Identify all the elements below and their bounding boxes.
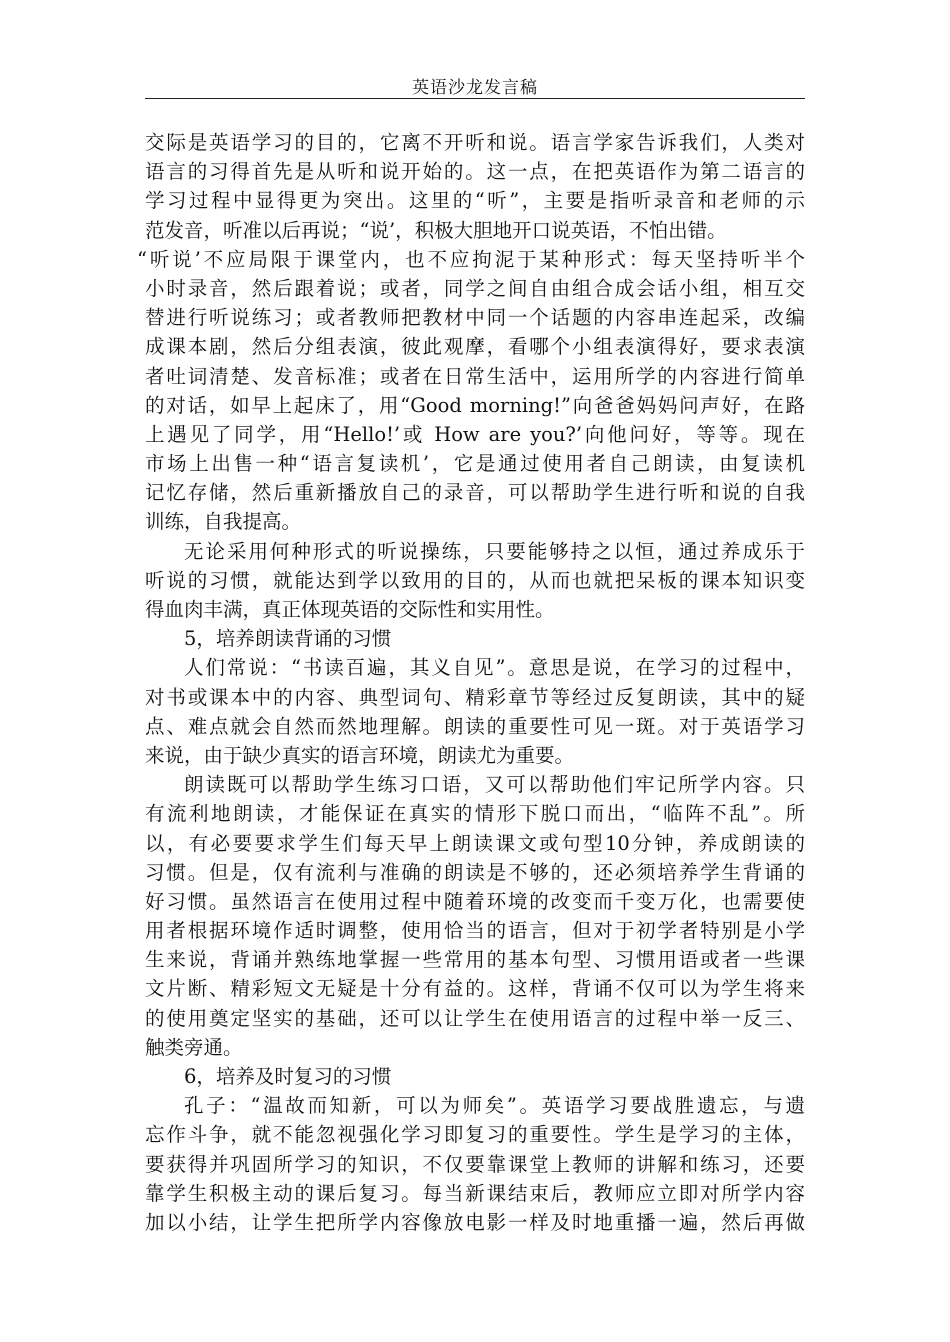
text-line: 文片断、精彩短文无疑是十分有益的。这样，背诵不仅可以为学生将来 (145, 977, 805, 1001)
text-line: 无论采用何种形式的听说操练，只要能够持之以恒，通过养成乐于 (184, 539, 805, 563)
text-line: 人们常说：“书读百遍，其义自见”。意思是说，在学习的过程中， (184, 656, 805, 680)
text-line: 得血肉丰满，真正体现英语的交际性和实用性。 (145, 598, 555, 621)
text-line: 成课本剧，然后分组表演，彼此观摩，看哪个小组表演得好，要求表演 (145, 335, 805, 359)
text-line: 上遇见了同学，用“Hello!’或 How are you?’向他问好，等等。现在 (145, 422, 805, 446)
text-line: 触类旁通。 (145, 1035, 243, 1059)
text-line: 生来说，背诵并熟练地掌握一些常用的基本句型、习惯用语或者一些课 (145, 948, 805, 972)
document-body (137, 128, 805, 1237)
text-line: 孔子：“温故而知新，可以为师矣”。英语学习要战胜遗忘，与遗 (184, 1094, 805, 1118)
header-rule (145, 98, 805, 99)
text-line: 的对话，如早上起床了，用“Good morning!”向爸爸妈妈问声好，在路 (145, 393, 805, 417)
text-line: 训练，自我提高。 (145, 510, 302, 534)
text-line: 忘作斗争，就不能忽视强化学习即复习的重要性。学生是学习的主体， (145, 1123, 805, 1147)
text-line: 语言的习得首先是从听和说开始的。这一点，在把英语作为第二语言的 (145, 160, 805, 184)
text-line: 交际是英语学习的目的，它离不开听和说。语言学家告诉我们，人类对 (145, 131, 805, 154)
text-line: 者吐词清楚、发音标准；或者在日常生活中，运用所学的内容进行简单 (145, 364, 805, 388)
text-line: 以，有必要要求学生们每天早上朗读课文或句型10分钟，养成朗读的 (145, 831, 805, 855)
text-line: 加以小结，让学生把所学内容像放电影一样及时地重播一遍，然后再做 (145, 1210, 805, 1234)
text-line: 有流利地朗读，才能保证在真实的情形下脱口而出，“临阵不乱”。所 (145, 802, 805, 826)
text-line: 的使用奠定坚实的基础，还可以让学生在使用语言的过程中举一反三、 (145, 1006, 805, 1030)
text-line: 靠学生积极主动的课后复习。每当新课结束后，教师应立即对所学内容 (145, 1181, 805, 1205)
text-line: 点、难点就会自然而然地理解。朗读的重要性可见一斑。对于英语学习 (145, 714, 805, 738)
text-line: 记忆存储，然后重新播放自己的录音，可以帮助学生进行听和说的自我 (145, 481, 805, 505)
text-line: 小时录音，然后跟着说；或者，同学之间自由组合成会话小组，相互交 (145, 276, 805, 300)
text-line: 朗读既可以帮助学生练习口语，又可以帮助他们牢记所学内容。只 (184, 773, 805, 797)
text-line: 要获得并巩固所学习的知识，不仅要靠课堂上教师的讲解和练习，还要 (145, 1152, 805, 1176)
section-heading: 6，培养及时复习的习惯 (184, 1065, 392, 1088)
section-heading: 5，培养朗读背诵的习惯 (184, 627, 392, 651)
text-line: 用者根据环境作适时调整，使用恰当的语言，但对于初学者特别是小学 (145, 919, 805, 943)
text-line: “听说’不应局限于课堂内，也不应拘泥于某种形式：每天坚持听半个 (137, 247, 805, 271)
text-line: 来说，由于缺少真实的语言环境，朗读尤为重要。 (145, 743, 575, 767)
page-header-title: 英语沙龙发言稿 (412, 78, 538, 98)
text-line: 对书或课本中的内容、典型词句、精彩章节等经过反复朗读，其中的疑 (145, 685, 805, 709)
text-line: 习惯。但是，仅有流利与准确的朗读是不够的，还必须培养学生背诵的 (145, 860, 805, 884)
text-line: 范发音，听准以后再说；“说’，积极大胆地开口说英语，不怕出错。 (145, 218, 727, 242)
text-line: 替进行听说练习；或者教师把教材中同一个话题的内容串连起采，改编 (145, 306, 805, 330)
text-line: 好习惯。虽然语言在使用过程中随着环境的改变而千变万化，也需要使 (145, 889, 805, 913)
text-line: 市场上出售一种“语言复读机’，它是通过使用者自己朗读，由复读机 (145, 452, 805, 476)
text-line: 学习过程中显得更为突出。这里的“听”，主要是指听录音和老师的示 (145, 189, 805, 213)
text-line: 听说的习惯，就能达到学以致用的目的，从而也就把呆板的课本知识变 (145, 568, 805, 592)
